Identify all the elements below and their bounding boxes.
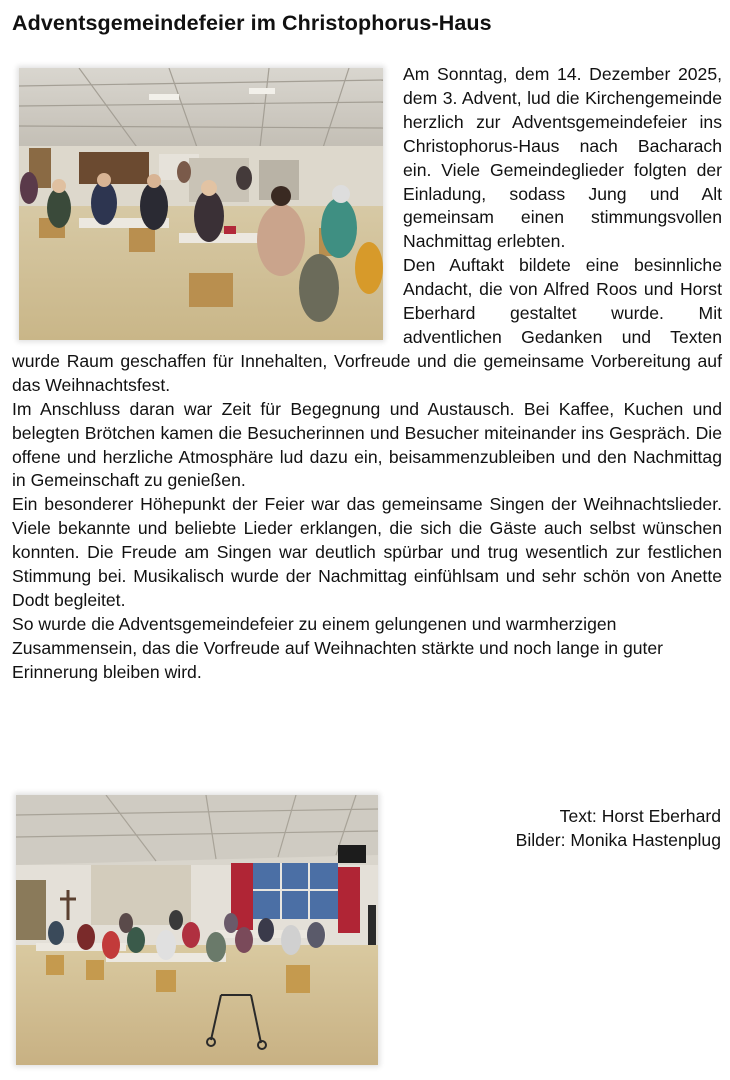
photo-community-hall — [16, 795, 378, 1065]
photo-festive-gathering — [19, 68, 383, 340]
article-title: Adventsgemeindefeier im Christophorus-Haus — [12, 11, 492, 35]
credits — [516, 805, 721, 853]
credit-text-author: Text: Horst Eberhard — [559, 806, 721, 826]
photo-guests-at-tables — [19, 68, 383, 340]
photo-hall-overview — [16, 795, 378, 1065]
paragraph-coffee: Im Anschluss daran war Zeit für Begegnung und Austausch. Bei Kaffee, Kuchen und belegten Brötchen kamen die Besucherinnen und Besucher miteinander ins Gespräch. Die offene und herzliche Atmosphäre lud dazu ein, beisammenzubleiben und den Nachmittag in Gemeinschaft zu genießen. — [12, 398, 722, 491]
article-body — [12, 63, 722, 685]
paragraph-singing: Ein besonderer Höhepunkt der Feier war das gemeinsame Singen der Weihnachtslieder. Viele bekannte und beliebte Lieder erklangen, die sich die Gäste auch selbst wünschen konnten. Die Freude am Singen war deutlich spürbar und trug wesentlich zur festlichen Stimmung bei. Musikalisch wurde der Nachmittag einfühlsam und sehr schön von Anette Dodt begleitet. — [12, 494, 722, 610]
credit-photographer: Bilder: Monika Hastenplug — [515, 829, 721, 850]
paragraph-closing: So wurde die Adventsgemeindefeier zu einem gelungenen und warmherzigen Zusammensein, das die Vorfreude auf Weihnachten stärkte und noch lange in guter Erinnerung bleiben wird. — [12, 613, 664, 682]
paragraph-intro: Am Sonntag, dem 14. Dezember 2025, dem 3. Advent, lud die Kirchengemeinde herzlich zur Adventsgemeindefeier ins Christophorus-Haus nach Bacharach ein. Viele Gemeindeglieder folgten der Einladung, sodass Jung und Alt gemeinsam einen stimmungsvollen Nachmittag erlebten. — [403, 64, 722, 252]
paragraph-devotion: Den Auftakt bildete eine besinnliche Andacht, die von Alfred Roos und Horst Eberhard gestaltet wurde. Mit adventlichen Gedanken und Texten wurde Raum geschaffen für Innehalten, Vorfreude und die gemeinsame Vorbereitung auf das Weihnachtsfest. — [12, 255, 722, 395]
